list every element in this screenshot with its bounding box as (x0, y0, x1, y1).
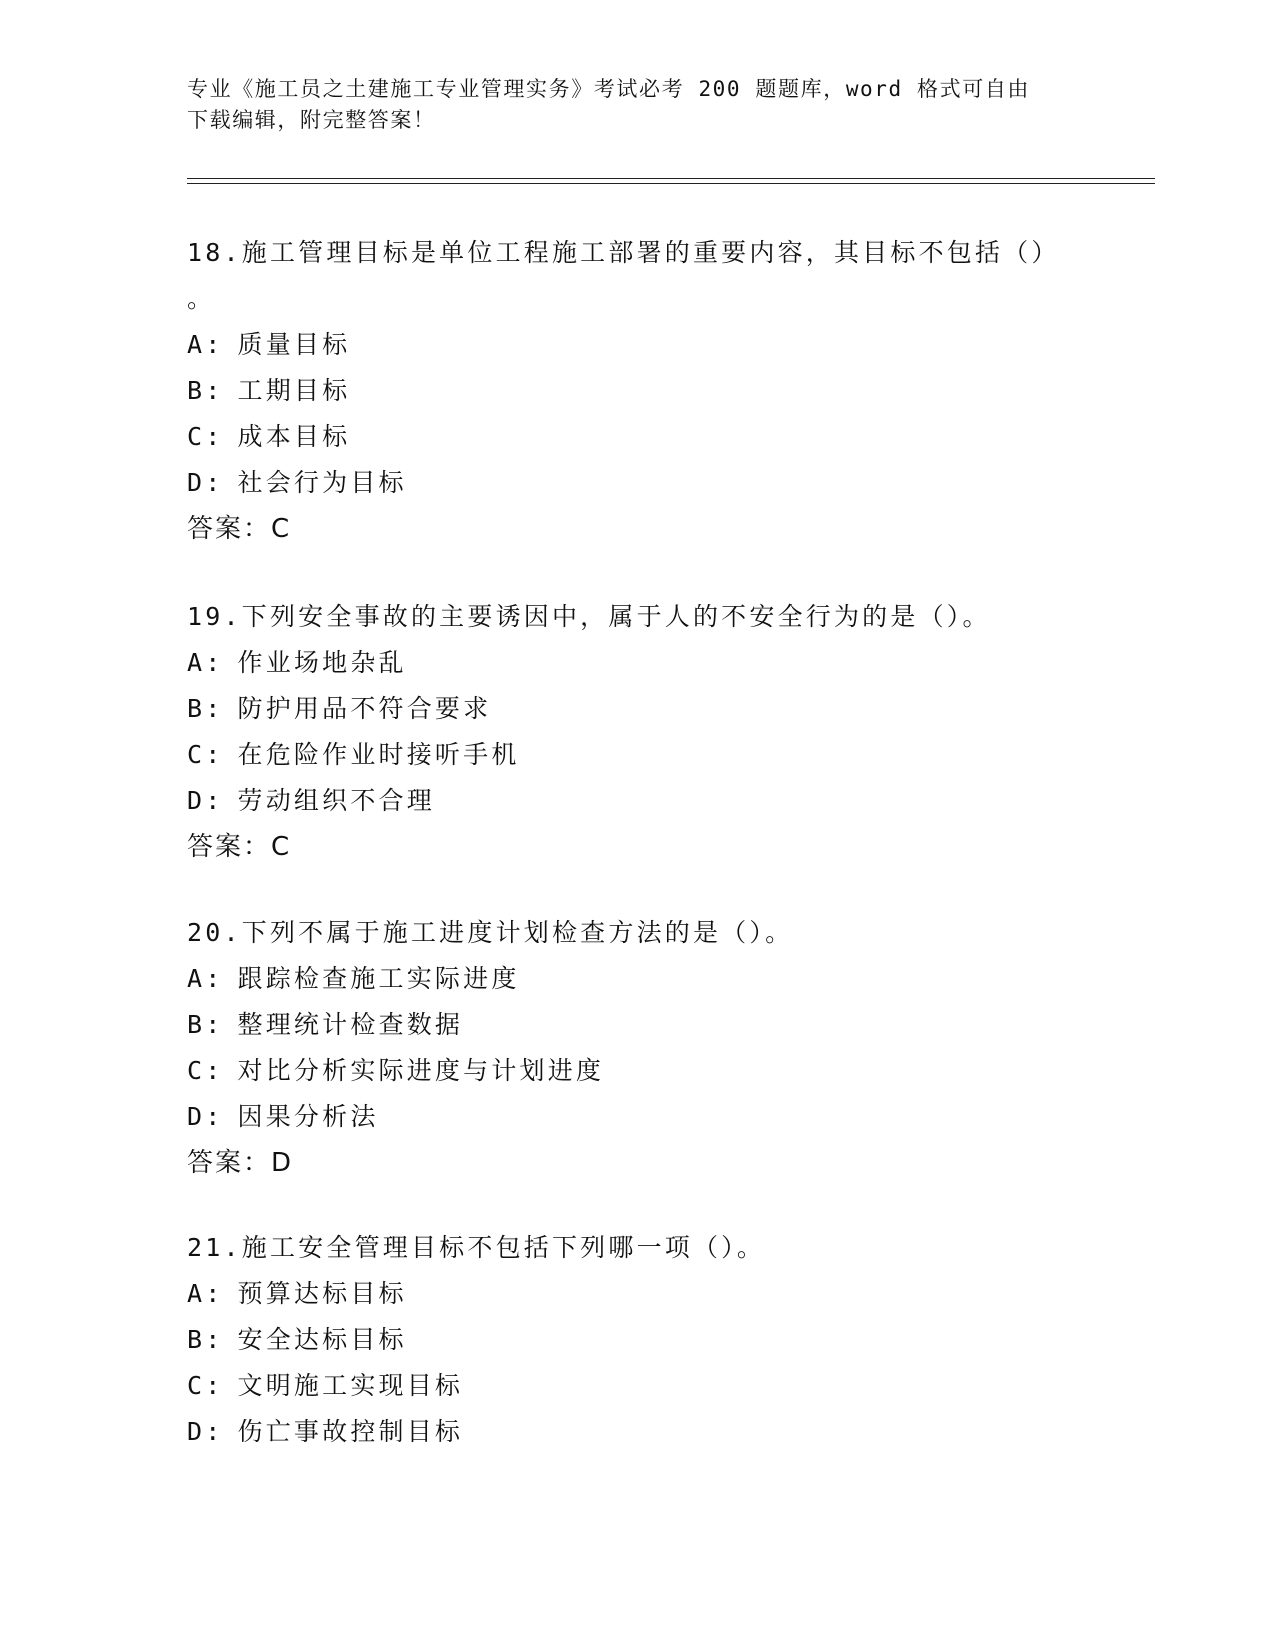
option-text: 作业场地杂乱 (237, 648, 407, 677)
question-text: 下列不属于施工进度计划检查方法的是（）。 (241, 918, 794, 947)
question-21 (187, 1225, 1087, 1455)
option-text: 在危险作业时接听手机 (237, 740, 520, 769)
question-stem (187, 230, 1087, 276)
option-c (187, 1363, 1087, 1409)
option-letter: C: (187, 422, 224, 451)
question-text: 施工安全管理目标不包括下列哪一项（）。 (241, 1233, 766, 1262)
option-letter: B: (187, 1325, 224, 1354)
option-a (187, 322, 1087, 368)
option-letter: C: (187, 1371, 224, 1400)
option-letter: B: (187, 694, 224, 723)
option-c (187, 732, 1087, 778)
question-number: 19. (187, 602, 242, 631)
option-c (187, 414, 1087, 460)
answer: 答案：C (187, 514, 292, 544)
question-stem (187, 594, 1087, 640)
option-letter: A: (187, 964, 224, 993)
option-d (187, 460, 1087, 506)
option-text: 劳动组织不合理 (237, 786, 435, 815)
option-b (187, 368, 1087, 414)
option-letter: D: (187, 468, 224, 497)
option-text: 工期目标 (237, 376, 351, 405)
option-d (187, 1094, 1087, 1140)
option-text: 预算达标目标 (237, 1279, 407, 1308)
option-text: 伤亡事故控制目标 (237, 1417, 464, 1446)
question-18 (187, 230, 1087, 552)
option-a (187, 1271, 1087, 1317)
option-letter: C: (187, 740, 224, 769)
option-a (187, 956, 1087, 1002)
question-20 (187, 910, 1087, 1186)
option-letter: B: (187, 376, 224, 405)
question-stem (187, 1225, 1087, 1271)
option-letter: A: (187, 1279, 224, 1308)
option-text: 质量目标 (237, 330, 351, 359)
option-text: 社会行为目标 (237, 468, 407, 497)
header-line-2: 下载编辑，附完整答案！ (187, 108, 436, 132)
option-c (187, 1048, 1087, 1094)
question-stem (187, 910, 1087, 956)
option-text: 对比分析实际进度与计划进度 (237, 1056, 605, 1085)
question-number: 20. (187, 918, 242, 947)
option-list (187, 1271, 1087, 1455)
option-d (187, 1409, 1087, 1455)
answer: 答案：D (187, 1148, 294, 1178)
header-divider-bottom (187, 183, 1155, 184)
option-text: 安全达标目标 (237, 1325, 407, 1354)
option-letter: C: (187, 1056, 224, 1085)
question-number: 18. (187, 238, 242, 267)
option-list (187, 640, 1087, 824)
header-divider-top (187, 178, 1155, 179)
option-text: 跟踪检查施工实际进度 (237, 964, 520, 993)
question-19 (187, 594, 1087, 870)
option-text: 整理统计检查数据 (237, 1010, 464, 1039)
option-list (187, 322, 1087, 506)
question-number: 21. (187, 1233, 242, 1262)
document-header (187, 74, 1067, 136)
option-letter: D: (187, 786, 224, 815)
option-text: 成本目标 (237, 422, 351, 451)
option-a (187, 640, 1087, 686)
option-letter: D: (187, 1417, 224, 1446)
question-stem-tail: 。 (187, 284, 216, 313)
option-letter: B: (187, 1010, 224, 1039)
option-letter: A: (187, 330, 224, 359)
option-b (187, 1002, 1087, 1048)
header-line-1: 专业《施工员之土建施工专业管理实务》考试必考 200 题题库，word 格式可自由 (187, 77, 1031, 101)
option-b (187, 1317, 1087, 1363)
option-list (187, 956, 1087, 1140)
option-b (187, 686, 1087, 732)
option-text: 因果分析法 (237, 1102, 379, 1131)
question-text: 施工管理目标是单位工程施工部署的重要内容，其目标不包括（） (241, 238, 1060, 267)
option-letter: A: (187, 648, 224, 677)
option-d (187, 778, 1087, 824)
option-text: 防护用品不符合要求 (237, 694, 492, 723)
question-text: 下列安全事故的主要诱因中，属于人的不安全行为的是（）。 (241, 602, 991, 631)
option-text: 文明施工实现目标 (237, 1371, 464, 1400)
answer: 答案：C (187, 832, 292, 862)
option-letter: D: (187, 1102, 224, 1131)
